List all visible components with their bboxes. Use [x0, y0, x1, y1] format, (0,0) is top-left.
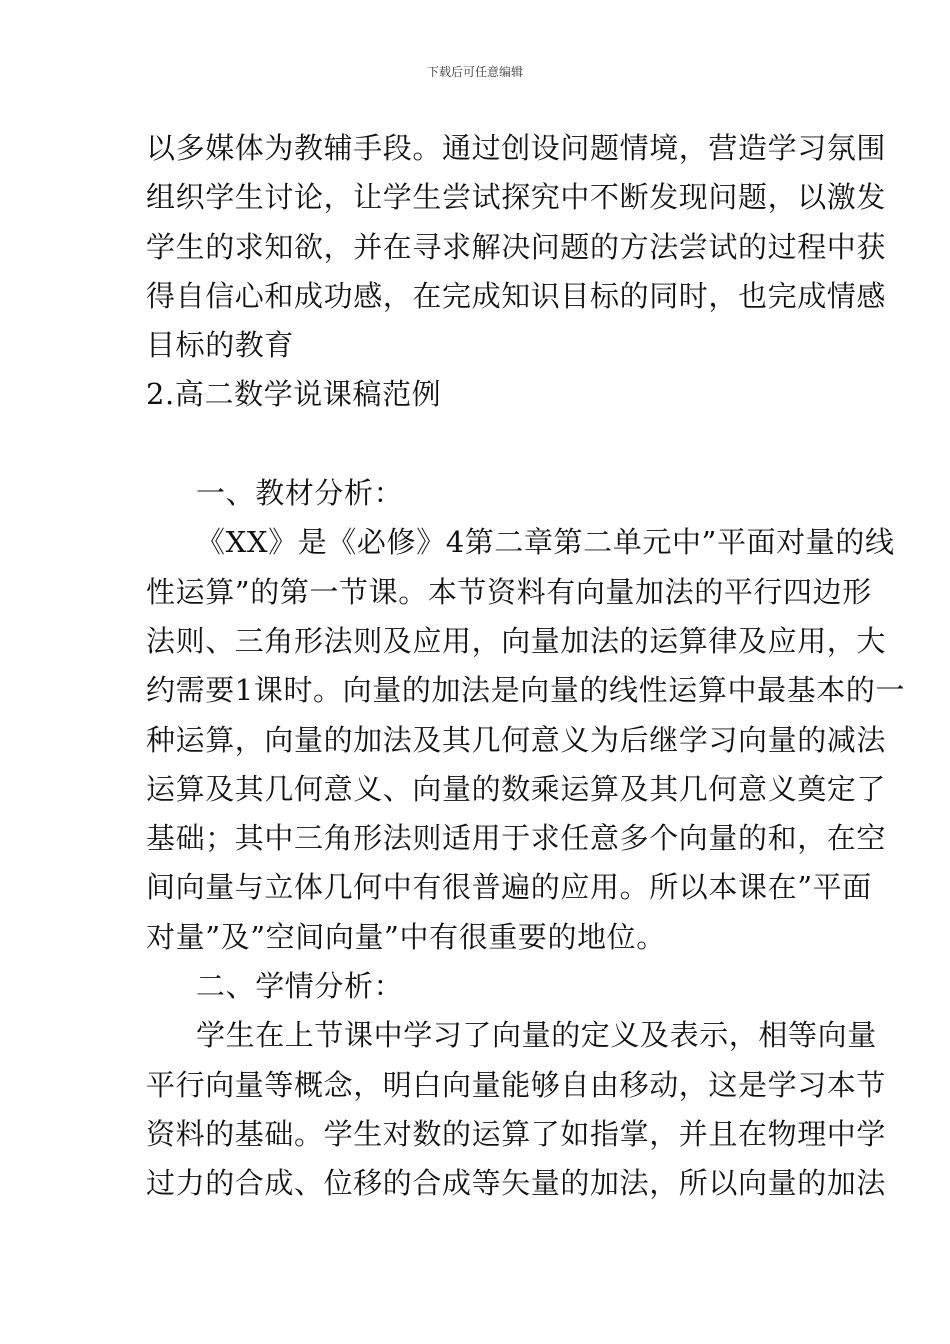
text-line: 学生在上节课中学习了向量的定义及表示，相等向量 — [196, 1018, 877, 1053]
text-line: 以多媒体为教辅手段。通过创设问题情境，营造学习氛围 — [146, 131, 887, 165]
text-line: 《XX》是《必修》4第二章第二单元中”平面对量的线 — [196, 525, 895, 560]
document-body — [146, 124, 906, 1209]
page-header: 下载后可任意编辑 — [426, 65, 523, 79]
blank-line — [146, 420, 816, 469]
text-line: 学生的求知欲，并在寻求解决问题的方法尝试的过程中获 — [146, 229, 887, 264]
text-line: 基础；其中三角形法则适用于求任意多个向量的和，在空 — [146, 821, 887, 856]
text-line: 间向量与立体几何中有很普遍的应用。所以本课在”平面 — [146, 870, 872, 905]
text-line: 运算及其几何意义、向量的数乘运算及其几何意义奠定了 — [146, 771, 887, 806]
text-line: 过力的合成、位移的合成等矢量的加法，所以向量的加法 — [146, 1166, 887, 1201]
text-line: 性运算”的第一节课。本节资料有向量加法的平行四边形 — [146, 574, 872, 609]
heading-textbook-analysis: 一、教材分析： — [196, 476, 404, 511]
text-line: 法则、三角形法则及应用，向量加法的运算律及应用，大 — [146, 623, 887, 658]
section-title: 2.高二数学说课稿范例 — [146, 377, 442, 412]
heading-learner-analysis: 二、学情分析： — [196, 969, 404, 1004]
text-line: 得自信心和成功感，在完成知识目标的同时，也完成情感 — [146, 278, 887, 313]
text-line: 资料的基础。学生对数的运算了如指掌，并且在物理中学 — [146, 1116, 887, 1151]
text-line: 平行向量等概念，明白向量能够自由移动，这是学习本节 — [146, 1067, 887, 1102]
text-line: 组织学生讨论，让学生尝试探究中不断发现问题，以激发 — [146, 180, 887, 215]
text-line: 对量”及”空间向量”中有很重要的地位。 — [146, 919, 666, 954]
text-line: 约需要1课时。向量的加法是向量的线性运算中最基本的一 — [146, 673, 906, 708]
text-line: 种运算，向量的加法及其几何意义为后继学习向量的减法 — [146, 722, 887, 757]
text-line: 目标的教育 — [146, 328, 295, 363]
